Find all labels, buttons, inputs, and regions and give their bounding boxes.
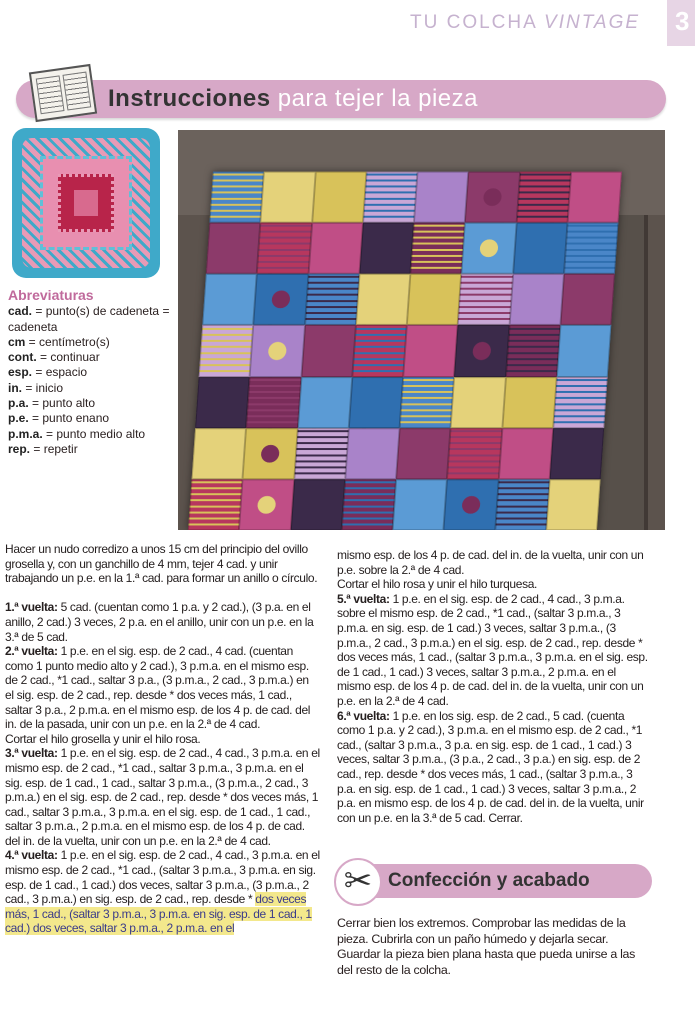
abbr-term: cont. <box>8 350 37 365</box>
instructions-right-column <box>337 548 649 825</box>
quilt-patch <box>202 274 257 325</box>
confeccion-body: Cerrar bien los extremos. Comprobar las medidas de la pieza. Cubrirla con un paño húmedo y dejarla secar. Guardar la pieza bien plana hasta que pueda unirse a las del resto de la colcha. <box>337 916 636 977</box>
quilt-patch <box>567 172 622 223</box>
round-label: 2.ª vuelta: <box>5 644 58 659</box>
round-label: 6.ª vuelta: <box>337 708 390 723</box>
abbr-term: p.a. <box>8 396 29 411</box>
quilt-patch <box>294 428 349 479</box>
quilt-patch <box>553 377 608 428</box>
abbr-item <box>8 335 173 350</box>
round-5 <box>337 592 649 709</box>
quilt-patch <box>403 325 458 376</box>
abbr-term: cad. <box>8 304 33 319</box>
quilt-patch <box>192 428 247 479</box>
confeccion-title: Confección y acabado <box>388 870 590 891</box>
quilt-patch <box>345 428 400 479</box>
abbr-def: = espacio <box>32 365 88 380</box>
book-icon <box>29 64 97 122</box>
quilt-patch <box>465 172 520 223</box>
quilt-patch <box>400 377 455 428</box>
quilt-patch <box>498 428 553 479</box>
round-note: Cortar el hilo rosa y unir el hilo turquesa. <box>337 577 538 592</box>
abbr-def: = punto(s) de cadeneta = cadeneta <box>8 304 170 334</box>
quilt-patch <box>352 325 407 376</box>
quilt-patch <box>359 223 414 274</box>
round-text: 1 p.e. en el sig. esp. de 2 cad., 4 cad., 3 p.m.a. sobre el mismo esp. de 2 cad., *1 cad., (saltar 3 p.m.a., 3 p.m.a. en sig. esp. de 1 cad.) 3 veces, saltar 3 p.m.a., (3 p.m.a., 2 cad., 3 p.m.a.) en el sig. esp. de 2 cad., rep. desde * dos veces más, 1 cad., (saltar 3 p.m.a., 3 p.m.a. en el sig. esp. de 1 cad., 1 cad.) 3 veces, saltar 3 p.m.a., 2 p.m.a. en el mismo esp. de los 4 p. de cad. del in. de la vuelta, unir con un p.e. en la 2.ª de 4 cad. <box>337 591 648 708</box>
abbr-term: p.m.a. <box>8 426 43 441</box>
abbr-term: cm <box>8 334 26 349</box>
abbr-item <box>8 304 173 335</box>
abbr-def: = punto medio alto <box>42 426 146 441</box>
round-text: 1 p.e. en el sig. esp. de 2 cad., 4 cad., 3 p.m.a. en el mismo esp. de 2 cad., *1 cad., (saltar 3 p.m.a., 3 p.m.a. en sig. esp. de 1 cad., 1 cad.) dos veces, saltar 3 p.m.a., (3 p.m.a., 2 cad., 3 p.m.a.) en sig. esp. de 2 cad., rep. desde * <box>5 848 320 907</box>
abbreviations-heading: Abreviaturas <box>8 287 94 303</box>
quilt-patch <box>250 325 305 376</box>
round-text-continued: mismo esp. de los 4 p. de cad. del in. de la vuelta, unir con un p.e. sobre la 2.ª de 4 cad. <box>337 548 644 577</box>
quilt-patch <box>246 377 301 428</box>
quilt-patch <box>356 274 411 325</box>
intro-paragraph: Hacer un nudo corredizo a unos 15 cm del principio del ovillo grosella y, con un ganchillo de 4 mm, tejer 4 cad. y unir trabajando un p.e. en la 1.ª cad. para formar un anillo o círculo. <box>5 542 318 586</box>
quilt-patch <box>301 325 356 376</box>
abbr-term: p.e. <box>8 411 29 426</box>
quilt-patch <box>349 377 404 428</box>
quilt-patch <box>447 428 502 479</box>
quilt-patch <box>312 172 367 223</box>
abbr-item <box>8 411 173 426</box>
quilt-patch <box>396 428 451 479</box>
quilt-patch <box>451 377 506 428</box>
quilt-patch <box>407 274 462 325</box>
quilt-patch <box>239 479 294 530</box>
book-page-left <box>36 75 65 114</box>
round-1 <box>5 600 320 644</box>
abbr-def: = inicio <box>22 380 64 395</box>
abbr-item <box>8 365 173 380</box>
quilt-photo <box>178 130 665 530</box>
quilt-patch <box>505 325 560 376</box>
round-note: Cortar el hilo grosella y unir el hilo rosa. <box>5 731 201 746</box>
round-2 <box>5 644 320 732</box>
quilt-patch <box>458 274 513 325</box>
abbr-term: esp. <box>8 365 33 380</box>
abbr-def: = continuar <box>36 350 100 365</box>
square-center <box>74 190 98 216</box>
round-label: 1.ª vuelta: <box>5 600 58 615</box>
abbr-item <box>8 427 173 442</box>
quilt-patch <box>546 479 601 530</box>
abbr-item <box>8 381 173 396</box>
quilt-patch <box>502 377 557 428</box>
quilt-patch <box>414 172 469 223</box>
quilt-patch <box>393 479 448 530</box>
round-label: 4.ª vuelta: <box>5 848 58 863</box>
quilt-patch <box>199 325 254 376</box>
quilt-patch <box>560 274 615 325</box>
quilt-patch <box>557 325 612 376</box>
quilt-patch <box>206 223 261 274</box>
quilt-patch <box>461 223 516 274</box>
quilt-patch <box>495 479 550 530</box>
abbr-def: = punto enano <box>28 411 110 426</box>
quilt-patch <box>549 428 604 479</box>
quilt-patch <box>444 479 499 530</box>
section-title <box>108 80 478 118</box>
quilt-patch <box>513 223 568 274</box>
quilt-patch <box>290 479 345 530</box>
quilt-patch <box>564 223 619 274</box>
quilt-patch <box>261 172 316 223</box>
header-text: TU COLCHA <box>410 12 545 33</box>
header-text-vintage: VINTAGE <box>544 12 641 33</box>
quilt-patch <box>209 172 264 223</box>
page-number-tab <box>667 0 695 46</box>
title-part1: Instrucciones <box>108 85 271 112</box>
round-text: 1 p.e. en el sig. esp. de 2 cad., 4 cad. (cuentan como 1 punto medio alto y 2 cad.), 3 p.m.a. en el mismo esp. de 2 cad., *1 cad., saltar 3 p.a., (3 p.m.a., 2 cad., 3 p.m.a.) en el sig. esp. de 2 cad., rep. desde * dos veces más, 1 cad., saltar 3 p.a., 2 p.m.a. en el mismo esp. de los 4 p. de cad. del in. de la pasada, unir con un p.e. en la 2.ª de 4 cad. <box>5 644 311 732</box>
round-label: 3.ª vuelta: <box>5 746 58 761</box>
title-part2: para tejer la pieza <box>270 85 478 112</box>
granny-square-photo <box>12 128 160 278</box>
round-label: 5.ª vuelta: <box>337 591 390 606</box>
quilt-patch <box>341 479 396 530</box>
quilt-patch <box>253 274 308 325</box>
abbr-def: = centímetro(s) <box>25 334 110 349</box>
abbr-item <box>8 350 173 365</box>
abbr-item <box>8 396 173 411</box>
quilt-patch <box>308 223 363 274</box>
quilt-patch <box>257 223 312 274</box>
round-text: 1 p.e. en el sig. esp. de 2 cad., 4 cad., 3 p.m.a. en el mismo esp. de 2 cad., *1 cad., saltar 3 p.m.a., 3 p.m.a. en el sig. esp. de 1 cad., 1 cad., saltar 3 p.m.a., (3 p.m.a., 2 cad., 3 p.m.a.) en el sig. esp. de 2 cad., rep. desde * dos veces más, 1 cad., saltar 3 p.m.a., 3 p.m.a. en el sig. esp. de 1 cad., 1 cad., saltar 3 p.m.a., 2 p.m.a. en el mismo esp. de los 4 p. de cad. del in. de la vuelta, unir con un p.e. en la 2.ª de 4 cad. <box>5 746 320 848</box>
abbr-term: in. <box>8 380 22 395</box>
running-header <box>410 12 640 34</box>
quilt-patch <box>454 325 509 376</box>
quilt-patch <box>410 223 465 274</box>
quilt-patch <box>509 274 564 325</box>
abbreviations-box <box>8 288 173 457</box>
highlighted-text: dos veces más, 1 cad., (saltar 3 p.m.a., 3 p.m.a. en sig. esp. de 1 cad., 1 cad.) dos veces, saltar 3 p.m.a., 2 p.m.a. en el <box>5 892 312 936</box>
book-page-right <box>62 72 91 111</box>
quilt-patch <box>297 377 352 428</box>
quilt-patch <box>188 479 243 530</box>
round-6 <box>337 709 649 826</box>
quilt-patchwork <box>188 172 622 530</box>
abbr-def: = repetir <box>30 441 78 456</box>
abbr-term: rep. <box>8 441 31 456</box>
page-number: 3 <box>675 6 690 36</box>
scissors-icon: ✂ <box>334 858 382 906</box>
quilt-patch <box>305 274 360 325</box>
round-text: 1 p.e. en los sig. esp. de 2 cad., 5 cad. (cuenta como 1 p.a. y 2 cad.), 3 p.m.a. en el mismo esp. de 2 cad., *1 cad., (saltar 3 p.m.a., 3 p.a. en sig. esp. de 1 cad., 1 cad.) 3 veces, saltar 3 p.m.a., (3 p.a., 2 cad., 3 p.a.) en sig. esp. de 2 cad., rep. desde * dos veces más, 1 cad., (saltar 3 p.m.a., 3 p.a. en sig. esp. de 1 cad., 1 cad.) 3 veces, saltar 3 p.m.a., 2 p.a. en mismo esp. de los 4 p. de cad. del in. de la vuelta, unir con un p.e. en la 3.ª de 5 cad. Cerrar. <box>337 708 644 825</box>
quilt-patch <box>516 172 571 223</box>
quilt-patch <box>243 428 298 479</box>
spacer <box>5 586 320 601</box>
abbr-def: = punto alto <box>28 396 96 411</box>
abbr-item <box>8 442 173 457</box>
round-text: 5 cad. (cuentan como 1 p.a. y 2 cad.), (3 p.a. en el anillo, 2 cad.) 3 veces, 2 p.a. en el anillo, unir con un p.e. en la 3.ª de 5 cad. <box>5 600 314 644</box>
round-4 <box>5 848 320 936</box>
round-3 <box>5 746 320 848</box>
quilt-patch <box>195 377 250 428</box>
instructions-left-column <box>5 542 320 936</box>
quilt-patch <box>363 172 418 223</box>
